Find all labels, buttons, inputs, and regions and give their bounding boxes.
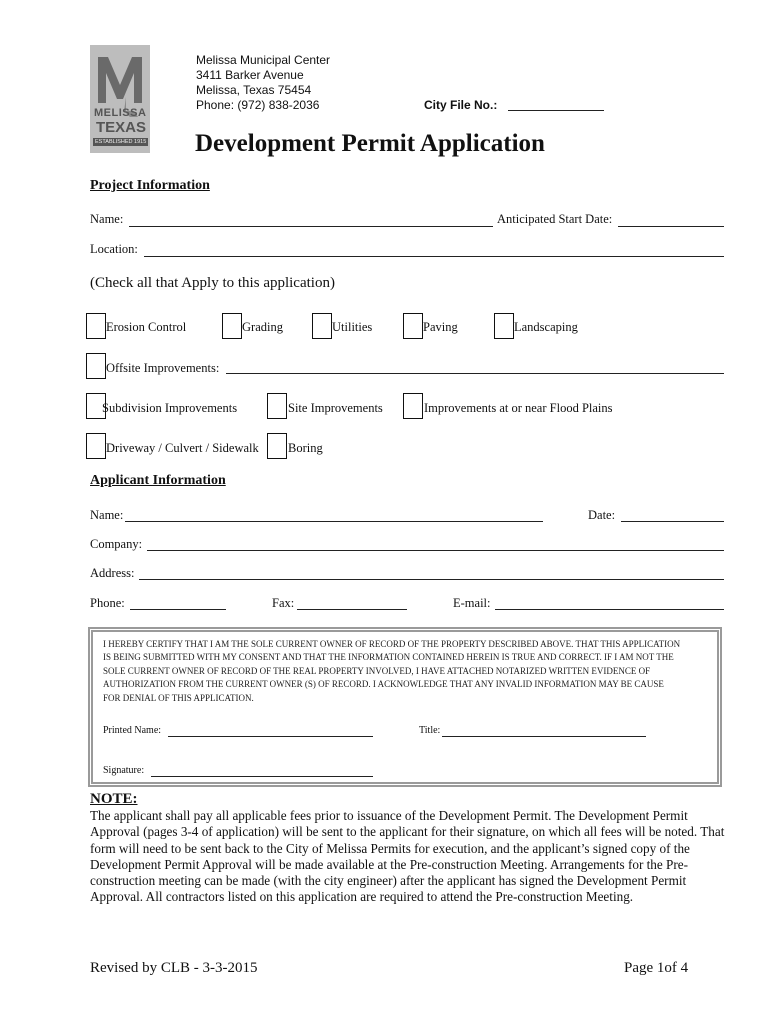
date-field[interactable] [621,521,724,522]
start-date-label: Anticipated Start Date: [497,212,613,226]
email-field[interactable] [495,609,724,610]
logo-text-established: ESTABLISHED 1915 [95,139,147,145]
project-info-heading: Project Information [90,178,210,193]
landscaping-checkbox[interactable] [494,313,514,339]
driveway-checkbox[interactable] [86,433,106,459]
grading-label: Grading [242,320,283,334]
project-name-field[interactable] [129,226,493,227]
location-field[interactable] [144,256,724,257]
applicant-info-heading: Applicant Information [90,473,226,488]
boring-label: Boring [288,441,323,455]
melissa-logo [90,45,150,153]
certification-text: I HEREBY CERTIFY THAT I AM THE SOLE CURRENT OWNER OF RECORD OF THE PROPERTY DESCRIBED ABOVE. THAT THIS APPLICATION IS BEING SUBMITTED WITH MY CONSENT AND THAT THE INFORMATION CONTAINED HEREIN IS TRUE AND CORRECT. IF I AM NOT THE SOLE CURRENT OWNER OF RECORD OF THE REAL PROPERTY INVOLVED, I HAVE ATTACHED NOTARIZED WRITTEN EVIDENCE OF AUTHORIZATION FROM THE CURRENT OWNER (S) OF RECORD. I ACKNOWLEDGE THAT ANY INVALID INFORMATION MAY BE CAUSE FOR DENIAL OF THIS APPLICATION. [103,639,681,703]
driveway-label: Driveway / Culvert / Sidewalk [106,441,259,455]
site-improvements-checkbox[interactable] [267,393,287,419]
revised-footer: Revised by CLB - 3-3-2015 [90,960,258,976]
paving-checkbox[interactable] [403,313,423,339]
location-label: Location: [90,242,138,256]
fax-field[interactable] [297,609,407,610]
erosion-label: Erosion Control [106,320,187,334]
printed-name-field[interactable] [168,736,373,737]
printed-name-label: Printed Name: [103,725,162,736]
landscaping-label: Landscaping [514,320,578,334]
applicant-name-field[interactable] [125,521,543,522]
project-name-label: Name: [90,212,124,226]
flood-plain-label: Improvements at or near Flood Plains [424,401,613,415]
applicant-name-label: Name: [90,508,124,522]
site-improvements-label: Site Improvements [288,401,383,415]
org-address-1: 3411 Barker Avenue [196,68,304,82]
offsite-field[interactable] [226,373,724,374]
date-label: Date: [588,508,616,522]
offsite-label: Offsite Improvements: [106,361,220,375]
company-label: Company: [90,537,143,551]
page-title: Development Permit Application [195,130,545,157]
fax-label: Fax: [272,596,295,610]
note-heading: NOTE: [90,791,138,807]
grading-checkbox[interactable] [222,313,242,339]
address-label: Address: [90,566,135,580]
title-label: Title: [419,725,441,736]
org-address-2: Melissa, Texas 75454 [196,83,312,97]
utilities-checkbox[interactable] [312,313,332,339]
start-date-field[interactable] [618,226,724,227]
offsite-checkbox[interactable] [86,353,106,379]
certification-box [88,627,722,787]
erosion-checkbox[interactable] [86,313,106,339]
logo-text-texas: TEXAS [96,119,147,136]
city-file-label: City File No.: [424,98,498,112]
signature-field[interactable] [151,776,373,777]
paving-label: Paving [423,320,458,334]
city-file-field[interactable] [508,110,604,111]
logo-text-melissa: MELISSA [94,107,147,119]
flood-plain-checkbox[interactable] [403,393,423,419]
phone-field[interactable] [130,609,226,610]
signature-label: Signature: [103,765,145,776]
company-field[interactable] [147,550,724,551]
email-label: E-mail: [453,596,491,610]
phone-label: Phone: [90,596,125,610]
org-name: Melissa Municipal Center [196,53,331,67]
subdivision-label: Subdivision Improvements [102,401,238,415]
page-number: Page 1of 4 [624,960,689,976]
boring-checkbox[interactable] [267,433,287,459]
check-instruction: (Check all that Apply to this application) [90,275,335,291]
title-field[interactable] [442,736,646,737]
utilities-label: Utilities [332,320,373,334]
org-phone: Phone: (972) 838-2036 [196,98,320,112]
address-field[interactable] [139,579,724,580]
logo-graphic [90,45,150,153]
note-text: The applicant shall pay all applicable fees prior to issuance of the Development Permit. The Development Permit Approval (pages 3-4 of application) will be sent to the applicant for their signature, on which all fees will be noted. That form will need to be sent back to the City of Melissa Permits for execution, and the applicant’s signed copy of the Development Permit Approval will be made available at the Pre-construction Meeting. Arrangements for the Pre-construction meeting can be made (with the city engineer) after the applicant has signed the Development Permit Approval. All contractors listed on this application are required to attend the Pre-construction Meeting. [90,808,725,905]
